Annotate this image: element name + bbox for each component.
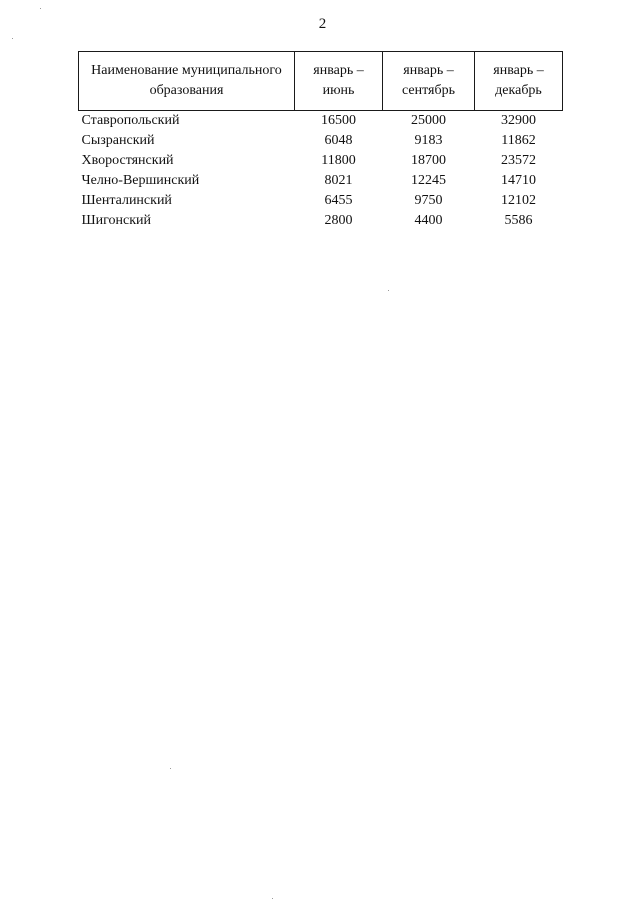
- cell-jan-sep: 12245: [411, 173, 446, 188]
- header-jan-sep: [383, 52, 475, 111]
- scan-speck: [40, 8, 41, 9]
- header-jan-dec-line-2: декабрь: [495, 83, 542, 98]
- table-row: [79, 131, 563, 151]
- cell-name: Ставропольский: [81, 113, 180, 128]
- table-row: [79, 171, 563, 191]
- cell-jan-sep: 9750: [414, 193, 443, 208]
- page-number: 2: [318, 16, 327, 32]
- header-jan-dec: [475, 52, 563, 111]
- cell-jan-sep: 4400: [414, 213, 443, 228]
- cell-jan-dec: 12102: [501, 193, 536, 208]
- table-row: [79, 191, 563, 211]
- cell-name: Шигонский: [81, 213, 152, 228]
- table-row: [79, 211, 563, 231]
- cell-name: Шенталинский: [81, 193, 172, 208]
- cell-jan-sep: 18700: [411, 153, 446, 168]
- header-municipality: [79, 52, 295, 111]
- table-body: [79, 111, 563, 232]
- header-row: [79, 52, 563, 111]
- cell-jan-dec: 32900: [501, 113, 536, 128]
- data-table-container: [78, 51, 562, 231]
- cell-jan-dec: 5586: [504, 213, 533, 228]
- header-jan-sep-line-2: сентябрь: [402, 83, 455, 98]
- cell-name: Сызранский: [81, 133, 155, 148]
- header-municipality-line-2: образования: [149, 83, 224, 98]
- header-jan-jun: [295, 52, 383, 111]
- cell-jan-jun: 2800: [324, 213, 353, 228]
- cell-jan-jun: 8021: [324, 173, 353, 188]
- table-row: [79, 111, 563, 132]
- header-jan-sep-line-1: январь –: [403, 63, 454, 78]
- header-jan-jun-line-2: июнь: [322, 83, 355, 98]
- scan-speck: [272, 898, 273, 899]
- header-jan-jun-line-1: январь –: [313, 63, 364, 78]
- cell-jan-dec: 11862: [501, 133, 536, 148]
- data-table: [78, 51, 563, 231]
- scan-speck: [12, 38, 13, 39]
- cell-jan-jun: 6048: [324, 133, 353, 148]
- table-row: [79, 151, 563, 171]
- table-header: [79, 52, 563, 111]
- cell-jan-dec: 14710: [501, 173, 536, 188]
- cell-jan-dec: 23572: [501, 153, 536, 168]
- header-municipality-line-1: Наименование муниципального: [91, 63, 282, 78]
- cell-jan-sep: 25000: [411, 113, 446, 128]
- cell-jan-jun: 11800: [321, 153, 356, 168]
- cell-jan-jun: 16500: [321, 113, 356, 128]
- cell-name: Челно-Вершинский: [81, 173, 200, 188]
- scan-speck: [388, 290, 389, 291]
- cell-jan-jun: 6455: [324, 193, 353, 208]
- header-jan-dec-line-1: январь –: [493, 63, 544, 78]
- cell-jan-sep: 9183: [414, 133, 443, 148]
- scan-speck: [170, 768, 171, 769]
- cell-name: Хворостянский: [81, 153, 174, 168]
